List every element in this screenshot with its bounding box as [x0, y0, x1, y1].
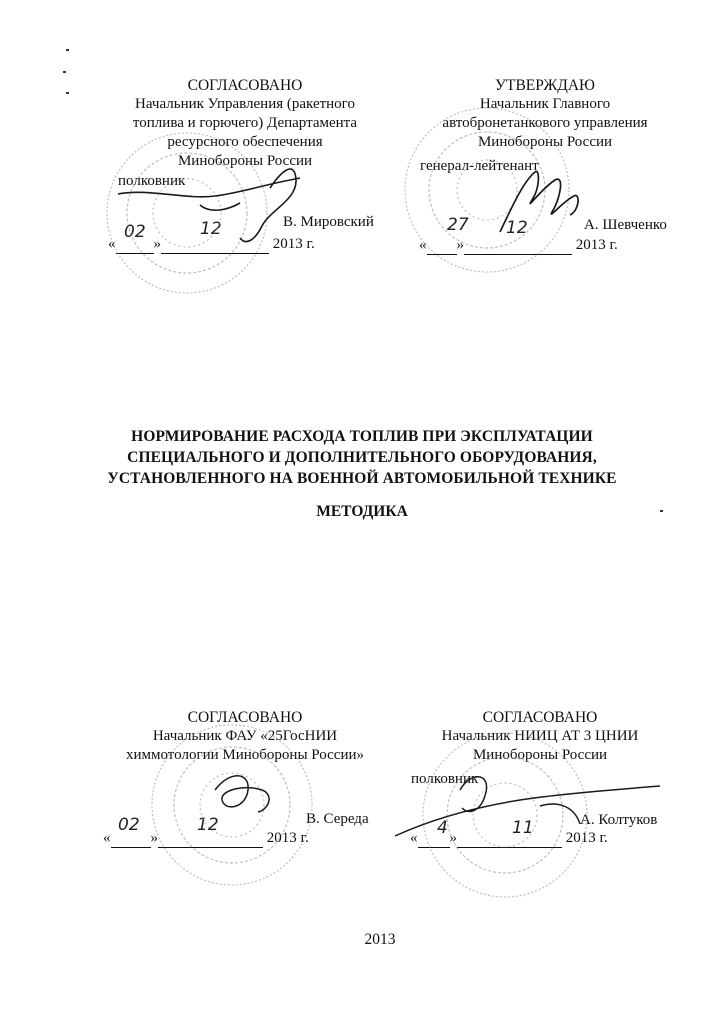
bottom-right-signer-name: А. Колтуков	[580, 812, 658, 828]
top-left-line: ресурсного обеспечения	[167, 134, 323, 150]
top-right-signer-name: А. Шевченко	[584, 217, 667, 233]
title-line: УСТАНОВЛЕННОГО НА ВОЕННОЙ АВТОМОБИЛЬНОЙ ТЕХНИКЕ	[107, 470, 617, 487]
top-left-approval	[100, 76, 390, 171]
scan-speck	[66, 49, 69, 51]
bottom-left-signer-name: В. Середа	[306, 811, 369, 827]
quote-open: «	[103, 830, 111, 846]
quote-close: »	[150, 830, 158, 846]
bottom-right-date-year: 2013 г.	[565, 830, 608, 846]
top-right-date-month: 12	[506, 218, 528, 238]
top-right-date-year: 2013 г.	[575, 237, 618, 253]
bottom-right-date-day: 4	[437, 818, 448, 838]
quote-close: »	[153, 236, 161, 252]
document-subtitle: МЕТОДИКА	[316, 503, 408, 520]
quote-close: »	[449, 830, 457, 846]
handwritten-signature	[215, 776, 269, 812]
bottom-right-line: Начальник НИИЦ АТ 3 ЦНИИ	[441, 728, 639, 744]
bottom-left-line: химмотологии Минобороны России»	[125, 747, 364, 763]
bottom-right-line: Минобороны России	[472, 747, 608, 763]
top-left-signer-name: В. Мировский	[283, 214, 374, 230]
scan-speck	[63, 71, 66, 73]
top-left-rank: полковник	[118, 173, 186, 189]
bottom-left-line: Начальник ФАУ «25ГосНИИ	[152, 728, 338, 744]
bottom-left-heading: СОГЛАСОВАНО	[187, 709, 303, 726]
top-left-line: Начальник Управления (ракетного	[135, 96, 355, 112]
top-right-heading: УТВЕРЖДАЮ	[495, 77, 595, 94]
quote-open: «	[108, 236, 116, 252]
top-right-date	[419, 236, 618, 255]
bottom-right-approval	[405, 708, 675, 765]
top-right-rank: генерал-лейтенант	[420, 158, 539, 174]
document-title	[60, 426, 664, 489]
title-line: НОРМИРОВАНИЕ РАСХОДА ТОПЛИВ ПРИ ЭКСПЛУАТАЦИИ	[131, 428, 593, 445]
document-year: 2013	[364, 931, 396, 948]
scan-speck	[66, 92, 69, 94]
quote-close: »	[456, 237, 464, 253]
top-left-date-month: 12	[200, 219, 222, 239]
quote-open: «	[419, 237, 427, 253]
top-right-date-day: 27	[447, 215, 469, 235]
top-left-date-year: 2013 г.	[272, 236, 315, 252]
quote-open: «	[410, 830, 418, 846]
bottom-left-date-year: 2013 г.	[266, 830, 309, 846]
top-left-line: Минобороны России	[177, 153, 313, 169]
bottom-left-approval	[100, 708, 390, 765]
top-right-line: автобронетанкового управления	[442, 115, 648, 131]
bottom-left-date-day: 02	[118, 815, 140, 835]
bottom-right-date-month: 11	[512, 818, 534, 838]
bottom-right-heading: СОГЛАСОВАНО	[482, 709, 598, 726]
top-left-date-day: 02	[124, 222, 146, 242]
bottom-right-rank: полковник	[411, 771, 479, 787]
top-right-line: Начальник Главного	[479, 96, 611, 112]
bottom-left-date-month: 12	[197, 815, 219, 835]
top-left-line: топлива и горючего) Департамента	[132, 115, 358, 131]
top-left-heading: СОГЛАСОВАНО	[187, 77, 303, 94]
top-right-line: Минобороны России	[477, 134, 613, 150]
top-right-approval	[410, 76, 680, 152]
title-line: СПЕЦИАЛЬНОГО И ДОПОЛНИТЕЛЬНОГО ОБОРУДОВАНИЯ,	[127, 449, 597, 466]
